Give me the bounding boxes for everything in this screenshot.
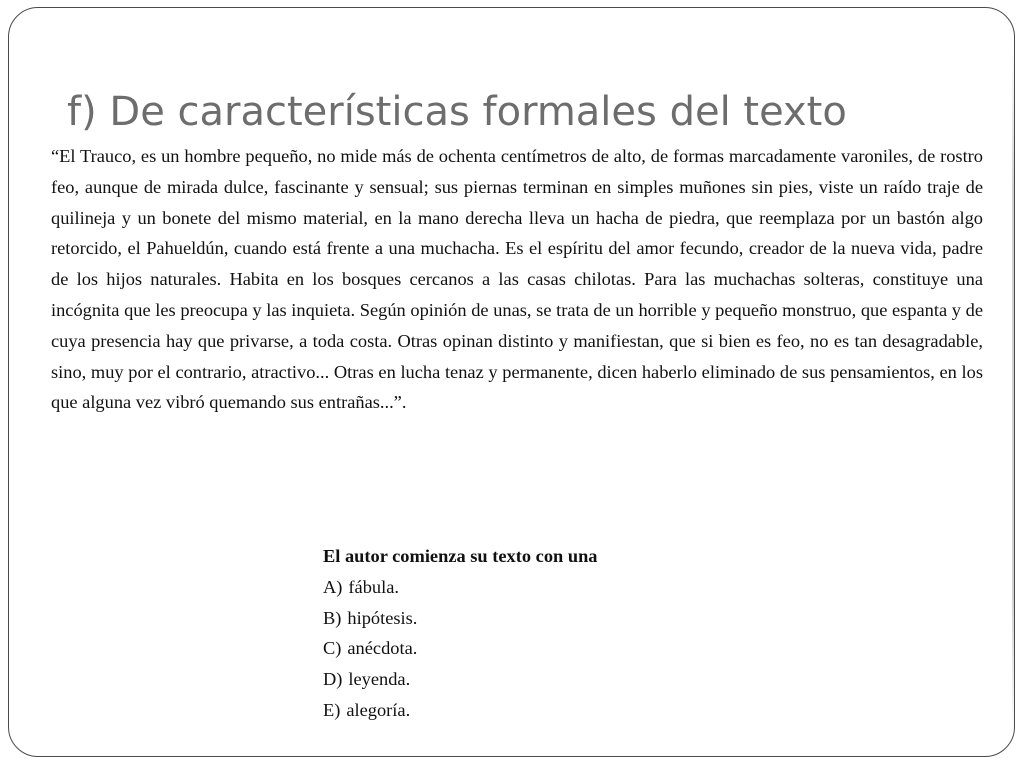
option-a: [323, 572, 598, 603]
question-block: [323, 541, 598, 726]
option-letter: E): [323, 699, 341, 720]
option-text: fábula.: [348, 576, 399, 597]
option-d: [323, 664, 598, 695]
option-letter: B): [323, 607, 342, 628]
answer-options: [323, 572, 598, 726]
passage-text: “El Trauco, es un hombre pequeño, no mide más de ochenta centímetros de alto, de formas marcadamente varoniles, de rostro feo, aunque de mirada dulce, fascinante y sensual; sus piernas terminan en simples muñones sin pies, viste un raído traje de quilineja y un bonete del mismo material, en la mano derecha lleva un hacha de piedra, que reemplaza por un bastón algo retorcido, el Pahueldún, cuando está frente a una muchacha. Es el espíritu del amor fecundo, creador de la nueva vida, padre de los hijos naturales. Habita en los bosques cercanos a las casas chilotas. Para las muchachas solteras, constituye una incógnita que les preocupa y las inquieta. Según opinión de unas, se trata de un horrible y pequeño monstruo, que espanta y de cuya presencia hay que privarse, a toda costa. Otras opinan distinto y manifiestan, que si bien es feo, no es tan desagradable, sino, muy por el contrario, atractivo... Otras en lucha tenaz y permanente, dicen haberlo eliminado de sus pensamientos, en los que alguna vez vibró quemando sus entrañas...”.: [51, 146, 983, 413]
option-e: [323, 695, 598, 726]
slide-title: f) De características formales del texto: [67, 89, 847, 135]
option-c: [323, 633, 598, 664]
option-letter: D): [323, 669, 343, 690]
option-text: alegoría.: [346, 699, 411, 720]
option-text: anécdota.: [347, 638, 418, 659]
option-b: [323, 603, 598, 634]
option-text: leyenda.: [348, 669, 411, 690]
option-letter: A): [323, 576, 343, 597]
option-letter: C): [323, 638, 342, 659]
question-stem: El autor comienza su texto con una: [323, 546, 598, 566]
slide-frame: [8, 7, 1015, 757]
option-text: hipótesis.: [347, 607, 418, 628]
